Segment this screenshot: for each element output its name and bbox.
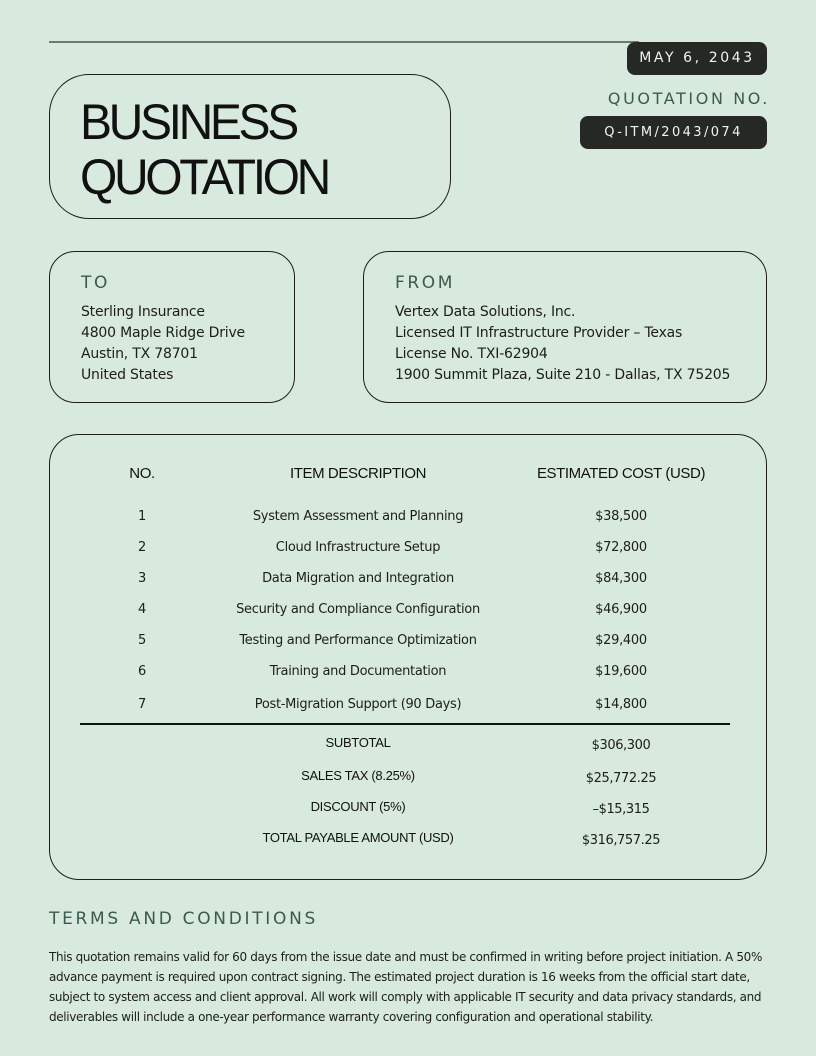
sender-address-card: [363, 251, 767, 403]
row-no: 5: [138, 633, 146, 648]
discount-row: [50, 797, 766, 817]
sender-address: [395, 302, 730, 386]
sender-line: 1900 Summit Plaza, Suite 210 - Dallas, TX 75205: [395, 367, 731, 383]
row-cost: $14,800: [595, 697, 647, 712]
row-cost: $84,300: [595, 571, 647, 586]
recipient-heading: TO: [81, 273, 110, 293]
date-badge: MAY 6, 2043: [627, 42, 767, 75]
table-row: [50, 569, 766, 589]
row-description: Security and Compliance Configuration: [236, 602, 480, 617]
row-description: Data Migration and Integration: [262, 571, 454, 586]
discount-label: DISCOUNT (5%): [310, 799, 406, 814]
row-cost: $72,800: [595, 540, 647, 555]
sender-line: Vertex Data Solutions, Inc.: [395, 304, 576, 320]
document-title-box: [49, 74, 451, 219]
sender-line: License No. TXI-62904: [395, 346, 548, 362]
row-no: 6: [138, 664, 146, 679]
row-description: Training and Documentation: [269, 664, 447, 679]
sales-tax-value: $25,772.25: [585, 771, 657, 786]
title-line-2: QUOTATION: [80, 149, 328, 205]
terms-body: This quotation remains valid for 60 days from the issue date and must be confirmed in writing before project initiation. A 50% advance payment is required upon contract signing. The estimated project duration is 16 weeks from the official start date, subject to system access and client approval. All work will comply with applicable IT security and data privacy standards, and deliverables will include a one-year performance warranty covering configuration and operational stability.: [49, 950, 763, 1024]
terms-heading: TERMS AND CONDITIONS: [49, 909, 318, 929]
sender-line: Licensed IT Infrastructure Provider – Texas: [395, 325, 683, 341]
subtotal-value: $306,300: [591, 738, 651, 753]
sales-tax-row: [50, 766, 766, 786]
recipient-address: [81, 302, 245, 386]
recipient-line: Sterling Insurance: [81, 304, 205, 320]
table-row: [50, 507, 766, 527]
row-description: Cloud Infrastructure Setup: [275, 540, 441, 555]
row-cost: $29,400: [595, 633, 647, 648]
total-label: TOTAL PAYABLE AMOUNT (USD): [262, 830, 454, 845]
row-cost: $38,500: [595, 509, 647, 524]
row-cost: $19,600: [595, 664, 647, 679]
title-line-1: BUSINESS: [80, 94, 296, 150]
recipient-line: United States: [81, 367, 174, 383]
subtotal-row: [50, 733, 766, 753]
subtotal-label: SUBTOTAL: [325, 735, 391, 750]
sender-heading: FROM: [395, 273, 456, 293]
recipient-line: Austin, TX 78701: [81, 346, 198, 362]
row-no: 7: [138, 697, 146, 712]
sales-tax-label: SALES TAX (8.25%): [301, 768, 415, 783]
row-no: 1: [138, 509, 146, 524]
top-divider: [49, 41, 639, 43]
header-cost: ESTIMATED COST (USD): [536, 465, 706, 482]
header-no: NO.: [129, 465, 155, 482]
table-row: [50, 662, 766, 682]
table-row: [50, 600, 766, 620]
header-description: ITEM DESCRIPTION: [289, 465, 427, 482]
table-row: [50, 631, 766, 651]
row-description: Testing and Performance Optimization: [239, 633, 477, 648]
row-no: 3: [138, 571, 146, 586]
row-no: 4: [138, 602, 146, 617]
quotation-number-badge: Q-ITM/2043/074: [580, 116, 767, 149]
total-row: [50, 828, 766, 848]
table-divider: [80, 723, 730, 725]
recipient-address-card: [49, 251, 295, 403]
discount-value: –$15,315: [592, 802, 650, 817]
row-cost: $46,900: [595, 602, 647, 617]
row-no: 2: [138, 540, 146, 555]
table-row: [50, 695, 766, 715]
quotation-number-label: QUOTATION NO.: [607, 89, 770, 108]
row-description: System Assessment and Planning: [252, 509, 464, 524]
row-description: Post-Migration Support (90 Days): [254, 697, 462, 712]
table-row: [50, 538, 766, 558]
recipient-line: 4800 Maple Ridge Drive: [81, 325, 245, 341]
total-value: $316,757.25: [581, 833, 661, 848]
quotation-items-table: [49, 434, 767, 880]
